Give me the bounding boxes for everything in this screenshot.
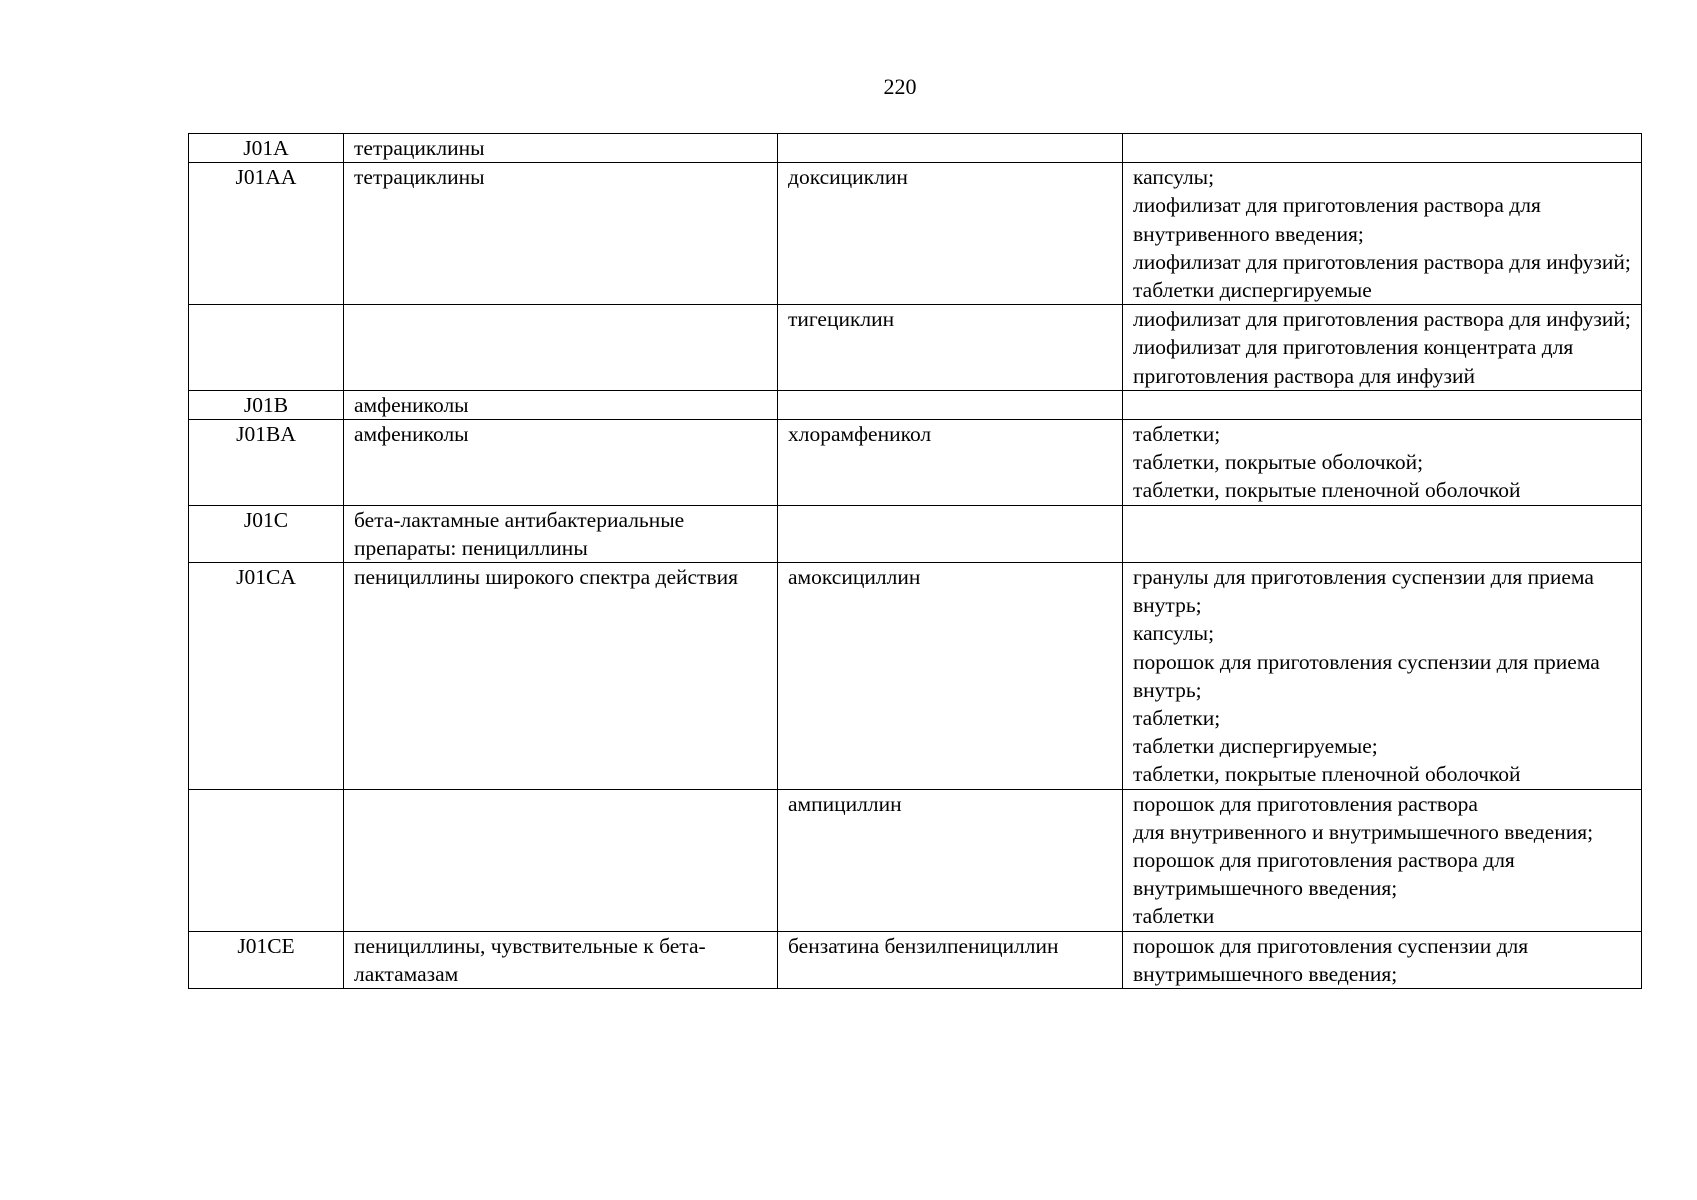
drug-cell [778, 134, 1123, 163]
table-row [189, 789, 1642, 931]
table-row [189, 134, 1642, 163]
atc-code-cell: J01B [189, 390, 344, 419]
group-cell: тетрациклины [344, 134, 778, 163]
drug-cell: доксициклин [778, 163, 1123, 305]
forms-cell: порошок для приготовления раствора для внутривенного и внутримышечного введения; порошок для приготовления раствора для внутримышечного введения; таблетки [1123, 789, 1642, 931]
table-row [189, 305, 1642, 391]
atc-code-cell: J01CA [189, 563, 344, 790]
atc-code-cell: J01BA [189, 420, 344, 506]
drug-cell [778, 505, 1123, 562]
drug-cell: тигециклин [778, 305, 1123, 391]
page-number: 220 [883, 74, 917, 99]
drug-cell: хлорамфеникол [778, 420, 1123, 506]
group-cell [344, 305, 778, 391]
group-cell: амфениколы [344, 390, 778, 419]
group-cell: амфениколы [344, 420, 778, 506]
group-cell: пенициллины широкого спектра действия [344, 563, 778, 790]
table-row [189, 163, 1642, 305]
atc-code-cell: J01CE [189, 931, 344, 988]
forms-cell: капсулы; лиофилизат для приготовления раствора для внутривенного введения; лиофилизат для приготовления раствора для инфузий; таблетки диспергируемые [1123, 163, 1642, 305]
group-cell [344, 789, 778, 931]
group-cell: тетрациклины [344, 163, 778, 305]
forms-cell: таблетки; таблетки, покрытые оболочкой; таблетки, покрытые пленочной оболочкой [1123, 420, 1642, 506]
forms-cell [1123, 134, 1642, 163]
table-row [189, 420, 1642, 506]
atc-code-cell: J01C [189, 505, 344, 562]
table-row [189, 563, 1642, 790]
drug-cell [778, 390, 1123, 419]
table-row [189, 931, 1642, 988]
drug-cell: бензатина бензилпенициллин [778, 931, 1123, 988]
forms-cell [1123, 390, 1642, 419]
atc-code-cell [189, 789, 344, 931]
table-row [189, 505, 1642, 562]
atc-code-cell [189, 305, 344, 391]
forms-cell: гранулы для приготовления суспензии для приема внутрь; капсулы; порошок для приготовления суспензии для приема внутрь; таблетки; таблетки диспергируемые; таблетки, покрытые пленочной оболочкой [1123, 563, 1642, 790]
drug-table [188, 133, 1642, 989]
forms-cell: лиофилизат для приготовления раствора для инфузий; лиофилизат для приготовления концентрата для приготовления раствора для инфузий [1123, 305, 1642, 391]
forms-cell [1123, 505, 1642, 562]
drug-cell: амоксициллин [778, 563, 1123, 790]
drug-cell: ампициллин [778, 789, 1123, 931]
forms-cell: порошок для приготовления суспензии для внутримышечного введения; [1123, 931, 1642, 988]
table-row [189, 390, 1642, 419]
group-cell: бета-лактамные антибактериальные препараты: пенициллины [344, 505, 778, 562]
atc-code-cell: J01A [189, 134, 344, 163]
atc-code-cell: J01AA [189, 163, 344, 305]
group-cell: пенициллины, чувствительные к бета-лактамазам [344, 931, 778, 988]
